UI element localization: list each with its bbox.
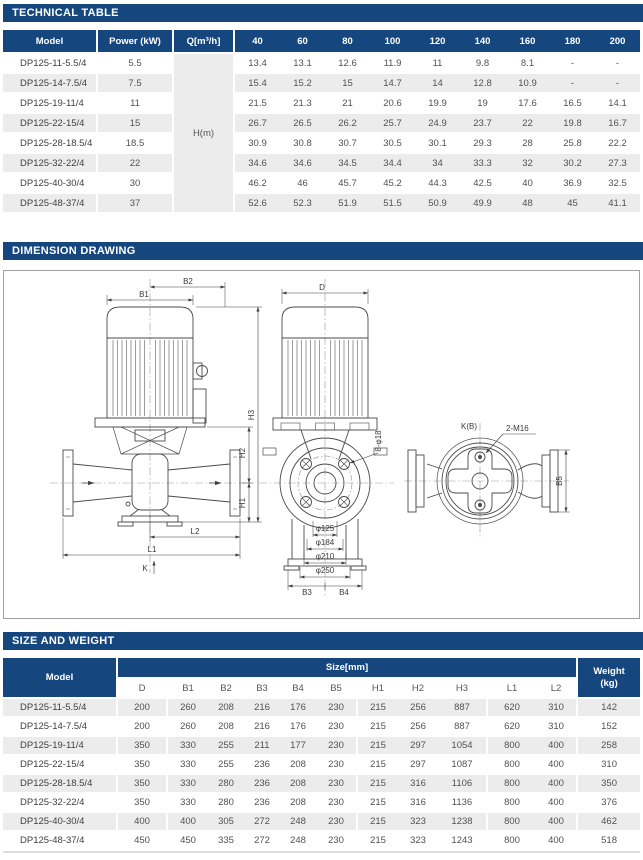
size-value-cell: 350 (118, 756, 168, 775)
dim-label-b4: B4 (339, 588, 349, 597)
size-value-cell: 400 (536, 832, 578, 851)
model-cell: DP125-22-15/4 (3, 114, 98, 134)
technical-table-row (3, 54, 640, 74)
size-value-cell: 248 (280, 813, 316, 832)
size-value-cell: 177 (280, 737, 316, 756)
size-table-row (3, 775, 640, 794)
size-column-header: B5 (316, 679, 358, 699)
size-value-cell: 208 (208, 699, 244, 718)
head-value-cell: 26.7 (235, 114, 280, 134)
head-value-cell: 13.1 (280, 54, 325, 74)
weight-cell: 462 (578, 813, 640, 832)
technical-table-row (3, 94, 640, 114)
head-value-cell: 32.5 (595, 174, 640, 194)
size-value-cell: 255 (208, 737, 244, 756)
size-value-cell: 800 (488, 813, 536, 832)
size-value-cell: 230 (316, 699, 358, 718)
head-value-cell: 19.9 (415, 94, 460, 114)
section-title: SIZE AND WEIGHT (12, 635, 115, 647)
size-value-cell: 215 (358, 718, 398, 737)
dim-label-dia125: φ125 (315, 524, 335, 533)
size-value-cell: 200 (118, 699, 168, 718)
size-value-cell: 230 (316, 737, 358, 756)
head-value-cell: 51.5 (370, 194, 415, 214)
model-cell: DP125-11-5.5/4 (3, 699, 118, 718)
weight-label-line1: Weight (593, 665, 625, 677)
head-value-cell: 41.1 (595, 194, 640, 214)
size-value-cell: 350 (118, 794, 168, 813)
size-value-cell: 1136 (438, 794, 488, 813)
model-cell: DP125-28-18.5/4 (3, 775, 118, 794)
head-value-cell: - (550, 74, 595, 94)
size-column-header: D (118, 679, 168, 699)
size-value-cell: 620 (488, 699, 536, 718)
head-value-cell: 27.3 (595, 154, 640, 174)
head-value-cell: 30.8 (280, 134, 325, 154)
dim-label-bolt-holes: 8-φ18 (374, 430, 383, 452)
model-cell: DP125-19-11/4 (3, 94, 98, 114)
dimension-drawing-box (3, 270, 640, 619)
head-value-cell: 49.9 (460, 194, 505, 214)
table-bottom-edge (3, 851, 640, 853)
size-value-cell: 620 (488, 718, 536, 737)
size-value-cell: 800 (488, 737, 536, 756)
flow-unit-header: Q[m³/h] (174, 30, 235, 54)
size-value-cell: 236 (244, 775, 280, 794)
size-column-header: H1 (358, 679, 398, 699)
size-column-header: H2 (398, 679, 438, 699)
head-value-cell: 22.2 (595, 134, 640, 154)
size-value-cell: 330 (168, 794, 208, 813)
size-value-cell: 272 (244, 813, 280, 832)
head-value-cell: 11 (415, 54, 460, 74)
size-value-cell: 887 (438, 699, 488, 718)
model-cell: DP125-40-30/4 (3, 813, 118, 832)
head-value-cell: 52.3 (280, 194, 325, 214)
size-value-cell: 1054 (438, 737, 488, 756)
size-value-cell: 316 (398, 794, 438, 813)
size-table-row (3, 813, 640, 832)
size-value-cell: 323 (398, 813, 438, 832)
size-value-cell: 216 (244, 718, 280, 737)
head-value-cell: - (550, 54, 595, 74)
model-column-header: Model (3, 30, 98, 54)
size-value-cell: 400 (118, 813, 168, 832)
head-value-cell: 12.6 (325, 54, 370, 74)
size-value-cell: 230 (316, 794, 358, 813)
size-value-cell: 272 (244, 832, 280, 851)
size-column-header: H3 (438, 679, 488, 699)
head-value-cell: 34.6 (235, 154, 280, 174)
top-view-dimensions (486, 434, 570, 512)
power-column-header: Power (kW) (98, 30, 174, 54)
size-column-header: B2 (208, 679, 244, 699)
technical-table-row (3, 174, 640, 194)
power-cell: 11 (98, 94, 174, 114)
size-column-header: L2 (536, 679, 578, 699)
head-value-cell: 16.7 (595, 114, 640, 134)
size-value-cell: 310 (536, 718, 578, 737)
flow-column-header: 120 (415, 30, 460, 54)
weight-column-header (578, 658, 640, 699)
size-value-cell: 260 (168, 718, 208, 737)
flow-column-header: 40 (235, 30, 280, 54)
head-value-cell: 19 (460, 94, 505, 114)
size-value-cell: 323 (398, 832, 438, 851)
dim-label-h3: H3 (247, 409, 256, 421)
head-value-cell: 51.9 (325, 194, 370, 214)
head-value-cell: 20.6 (370, 94, 415, 114)
size-value-cell: 1106 (438, 775, 488, 794)
head-value-cell: 23.7 (460, 114, 505, 134)
size-value-cell: 200 (118, 718, 168, 737)
size-value-cell: 176 (280, 699, 316, 718)
size-group-header: Size[mm] (118, 658, 578, 679)
size-value-cell: 211 (244, 737, 280, 756)
power-cell: 30 (98, 174, 174, 194)
head-value-cell: 12.8 (460, 74, 505, 94)
head-value-cell: 14 (415, 74, 460, 94)
head-value-cell: 14.7 (370, 74, 415, 94)
dimension-drawing-section-bar (3, 242, 643, 260)
weight-cell: 142 (578, 699, 640, 718)
model-cell: DP125-48-37/4 (3, 832, 118, 851)
model-cell: DP125-22-15/4 (3, 756, 118, 775)
front-view-drawing (50, 279, 254, 573)
model-cell: DP125-11-5.5/4 (3, 54, 98, 74)
weight-cell: 350 (578, 775, 640, 794)
power-cell: 15 (98, 114, 174, 134)
technical-header-row (3, 30, 640, 54)
size-value-cell: 215 (358, 756, 398, 775)
flow-column-header: 200 (595, 30, 640, 54)
size-value-cell: 400 (536, 737, 578, 756)
size-table-row (3, 756, 640, 775)
dim-label-dia210: φ210 (315, 552, 335, 561)
flow-column-header: 160 (505, 30, 550, 54)
dim-label-l2: L2 (190, 527, 200, 536)
size-value-cell: 236 (244, 756, 280, 775)
size-value-cell: 208 (208, 718, 244, 737)
size-value-cell: 215 (358, 775, 398, 794)
head-value-cell: 46 (280, 174, 325, 194)
size-value-cell: 310 (536, 699, 578, 718)
head-value-cell: 34.4 (370, 154, 415, 174)
size-value-cell: 230 (316, 813, 358, 832)
datasheet-page (0, 4, 643, 860)
dim-label-k: K (142, 564, 148, 573)
head-value-cell: 15.4 (235, 74, 280, 94)
weight-cell: 310 (578, 756, 640, 775)
model-cell: DP125-32-22/4 (3, 154, 98, 174)
size-value-cell: 208 (280, 756, 316, 775)
size-value-cell: 305 (208, 813, 244, 832)
size-value-cell: 297 (398, 756, 438, 775)
dim-label-b3: B3 (302, 588, 312, 597)
size-value-cell: 236 (244, 794, 280, 813)
power-cell: 5.5 (98, 54, 174, 74)
head-value-cell: 10.9 (505, 74, 550, 94)
weight-cell: 376 (578, 794, 640, 813)
head-value-cell: 30.9 (235, 134, 280, 154)
size-value-cell: 887 (438, 718, 488, 737)
dim-label-b2: B2 (183, 277, 193, 286)
size-value-cell: 800 (488, 756, 536, 775)
head-value-cell: 16.5 (550, 94, 595, 114)
head-value-cell: 36.9 (550, 174, 595, 194)
size-value-cell: 255 (208, 756, 244, 775)
size-table-row (3, 737, 640, 756)
top-view-drawing (404, 423, 569, 539)
dim-label-h2: H2 (238, 447, 247, 459)
section-title: DIMENSION DRAWING (12, 245, 136, 257)
size-value-cell: 400 (168, 813, 208, 832)
size-value-cell: 800 (488, 794, 536, 813)
size-value-cell: 400 (536, 756, 578, 775)
size-column-header: L1 (488, 679, 536, 699)
size-column-header: B3 (244, 679, 280, 699)
size-value-cell: 230 (316, 832, 358, 851)
size-value-cell: 800 (488, 775, 536, 794)
head-value-cell: 26.5 (280, 114, 325, 134)
size-value-cell: 230 (316, 718, 358, 737)
dim-label-b1: B1 (139, 290, 149, 299)
power-cell: 22 (98, 154, 174, 174)
dim-label-thread: 2-M16 (506, 424, 529, 433)
size-column-header: B1 (168, 679, 208, 699)
size-value-cell: 1087 (438, 756, 488, 775)
head-value-cell: 21.3 (280, 94, 325, 114)
size-value-cell: 215 (358, 699, 398, 718)
dimension-drawing-svg (4, 271, 639, 618)
weight-label-line2: (kg) (600, 677, 618, 689)
size-value-cell: 215 (358, 737, 398, 756)
technical-table-row (3, 194, 640, 214)
size-value-cell: 280 (208, 775, 244, 794)
size-table-row (3, 718, 640, 737)
head-value-cell: 26.2 (325, 114, 370, 134)
technical-table-row (3, 154, 640, 174)
size-value-cell: 230 (316, 775, 358, 794)
dim-label-kb: K(B) (461, 422, 477, 431)
head-value-cell: 45.7 (325, 174, 370, 194)
head-value-cell: 48 (505, 194, 550, 214)
model-cell: DP125-19-11/4 (3, 737, 118, 756)
size-value-cell: 350 (118, 737, 168, 756)
size-value-cell: 800 (488, 832, 536, 851)
head-value-cell: 52.6 (235, 194, 280, 214)
head-value-cell: 14.1 (595, 94, 640, 114)
size-value-cell: 400 (536, 775, 578, 794)
head-value-cell: 25.8 (550, 134, 595, 154)
technical-table-body (3, 54, 640, 214)
size-value-cell: 297 (398, 737, 438, 756)
size-weight-table (3, 658, 640, 851)
size-value-cell: 330 (168, 737, 208, 756)
size-table-row (3, 794, 640, 813)
size-value-cell: 215 (358, 813, 398, 832)
flow-column-header: 100 (370, 30, 415, 54)
technical-table-row (3, 134, 640, 154)
size-value-cell: 450 (168, 832, 208, 851)
head-value-cell: 50.9 (415, 194, 460, 214)
head-value-cell: 24.9 (415, 114, 460, 134)
head-value-cell: 45 (550, 194, 595, 214)
head-value-cell: 45.2 (370, 174, 415, 194)
head-value-cell: 34 (415, 154, 460, 174)
size-value-cell: 1243 (438, 832, 488, 851)
size-table-row (3, 832, 640, 851)
head-value-cell: 33.3 (460, 154, 505, 174)
model-cell: DP125-48-37/4 (3, 194, 98, 214)
head-value-cell: 32 (505, 154, 550, 174)
power-cell: 37 (98, 194, 174, 214)
head-value-cell: 25.7 (370, 114, 415, 134)
head-value-cell: 28 (505, 134, 550, 154)
size-value-cell: 335 (208, 832, 244, 851)
head-value-cell: 40 (505, 174, 550, 194)
size-header-row (3, 658, 640, 679)
power-cell: 18.5 (98, 134, 174, 154)
size-value-cell: 400 (536, 813, 578, 832)
dim-label-d: D (319, 283, 325, 292)
technical-table-section-bar (3, 4, 643, 22)
size-value-cell: 215 (358, 794, 398, 813)
head-unit-cell: H(m) (174, 54, 235, 214)
flow-column-header: 140 (460, 30, 505, 54)
weight-cell: 258 (578, 737, 640, 756)
head-value-cell: 34.6 (280, 154, 325, 174)
head-value-cell: 15.2 (280, 74, 325, 94)
front-view-dimensions (63, 282, 262, 574)
size-value-cell: 176 (280, 718, 316, 737)
head-value-cell: 15 (325, 74, 370, 94)
head-value-cell: 29.3 (460, 134, 505, 154)
size-value-cell: 208 (280, 794, 316, 813)
size-column-header: B4 (280, 679, 316, 699)
head-value-cell: 21.5 (235, 94, 280, 114)
head-value-cell: 34.5 (325, 154, 370, 174)
size-value-cell: 248 (280, 832, 316, 851)
size-value-cell: 1238 (438, 813, 488, 832)
dim-label-b5: B5 (555, 476, 564, 486)
section-title: TECHNICAL TABLE (12, 7, 119, 19)
weight-cell: 152 (578, 718, 640, 737)
head-value-cell: 42.5 (460, 174, 505, 194)
technical-table-row (3, 74, 640, 94)
size-value-cell: 216 (244, 699, 280, 718)
size-value-cell: 350 (118, 775, 168, 794)
head-value-cell: 21 (325, 94, 370, 114)
head-value-cell: 11.9 (370, 54, 415, 74)
size-value-cell: 215 (358, 832, 398, 851)
head-value-cell: 30.1 (415, 134, 460, 154)
size-value-cell: 450 (118, 832, 168, 851)
head-value-cell: 13.4 (235, 54, 280, 74)
size-table-body (3, 699, 640, 851)
model-cell: DP125-40-30/4 (3, 174, 98, 194)
model-cell: DP125-32-22/4 (3, 794, 118, 813)
size-value-cell: 256 (398, 718, 438, 737)
dim-label-dia184: φ184 (315, 538, 335, 547)
head-value-cell: 46.2 (235, 174, 280, 194)
head-value-cell: 17.6 (505, 94, 550, 114)
size-value-cell: 260 (168, 699, 208, 718)
size-table-row (3, 699, 640, 718)
model-cell: DP125-14-7.5/4 (3, 74, 98, 94)
model-column-header: Model (3, 658, 118, 699)
head-value-cell: - (595, 54, 640, 74)
size-value-cell: 280 (208, 794, 244, 813)
head-value-cell: 19.8 (550, 114, 595, 134)
flow-column-header: 60 (280, 30, 325, 54)
dim-label-dia250: φ250 (315, 566, 335, 575)
size-value-cell: 256 (398, 699, 438, 718)
size-value-cell: 330 (168, 775, 208, 794)
model-cell: DP125-28-18.5/4 (3, 134, 98, 154)
dim-label-h1: H1 (238, 497, 247, 509)
head-value-cell: 22 (505, 114, 550, 134)
head-value-cell: 8.1 (505, 54, 550, 74)
weight-cell: 518 (578, 832, 640, 851)
head-value-cell: 44.3 (415, 174, 460, 194)
power-cell: 7.5 (98, 74, 174, 94)
size-value-cell: 230 (316, 756, 358, 775)
size-value-cell: 208 (280, 775, 316, 794)
head-value-cell: 30.5 (370, 134, 415, 154)
head-value-cell: - (595, 74, 640, 94)
size-value-cell: 400 (536, 794, 578, 813)
head-value-cell: 30.2 (550, 154, 595, 174)
model-cell: DP125-14-7.5/4 (3, 718, 118, 737)
size-value-cell: 316 (398, 775, 438, 794)
dim-label-l1: L1 (147, 545, 157, 554)
flow-column-header: 180 (550, 30, 595, 54)
head-value-cell: 30.7 (325, 134, 370, 154)
technical-table-row (3, 114, 640, 134)
technical-table (3, 30, 640, 214)
flow-column-header: 80 (325, 30, 370, 54)
size-value-cell: 330 (168, 756, 208, 775)
size-weight-section-bar (3, 632, 643, 650)
head-value-cell: 9.8 (460, 54, 505, 74)
